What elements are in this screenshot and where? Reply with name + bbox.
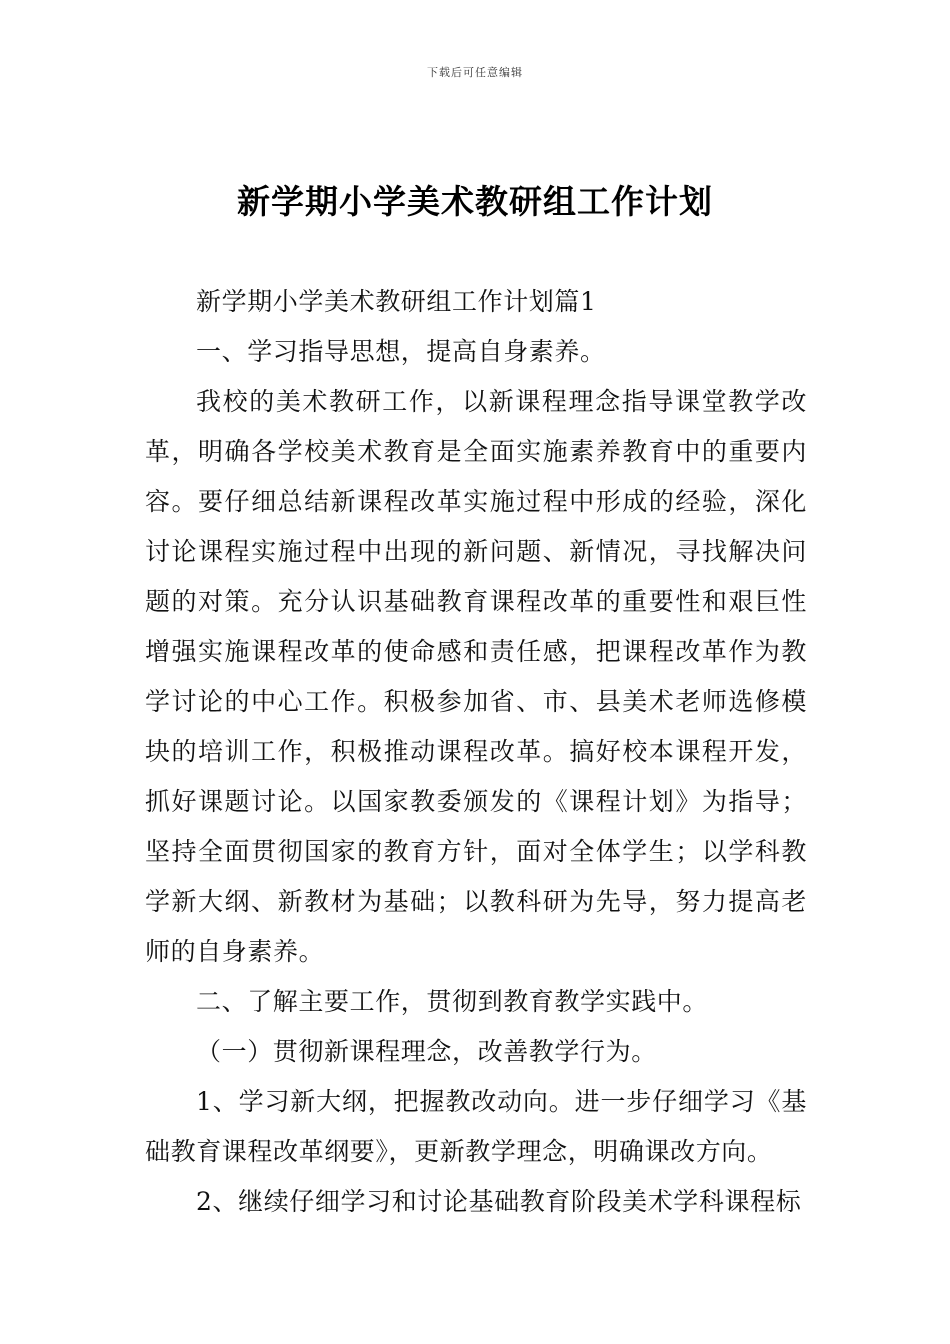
header-note: 下载后可任意编辑: [427, 66, 523, 79]
section-heading-1: 一、学习指导思想，提高自身素养。: [196, 337, 606, 366]
subtitle-paragraph: 新学期小学美术教研组工作计划篇1: [196, 287, 597, 316]
document-title: 新学期小学美术教研组工作计划: [237, 182, 713, 221]
body-paragraph: 我校的美术教研工作，以新课程理念指导课堂教学改革，明确各学校美术教育是全面实施素养教育中的重要内容。要仔细总结新课程改革实施过程中形成的经验，深化讨论课程实施过程中出现的新问题、新情况，寻找解决问题的对策。充分认识基础教育课程改革的重要性和艰巨性增强实施课程改革的使命感和责任感，把课程改革作为教学讨论的中心工作。积极参加省、市、县美术老师选修模块的培训工作，积极推动课程改革。搞好校本课程开发，抓好课题讨论。以国家教委颁发的《课程计划》为指导；坚持全面贯彻国家的教育方针，面对全体学生；以学科教学新大纲、新教材为基础；以教科研为先导，努力提高老师的自身素养。: [145, 387, 807, 966]
list-item-2: 2、继续仔细学习和讨论基础教育阶段美术学科课程标: [196, 1187, 802, 1216]
subsection-heading: （一）贯彻新课程理念，改善教学行为。: [196, 1037, 657, 1066]
section-heading-2: 二、了解主要工作，贯彻到教育教学实践中。: [196, 987, 709, 1016]
list-item-1: 1、学习新大纲，把握教改动向。进一步仔细学习《基础教育课程改革纲要》，更新教学理念，明确课改方向。: [145, 1087, 807, 1166]
document-body: [145, 277, 807, 1227]
